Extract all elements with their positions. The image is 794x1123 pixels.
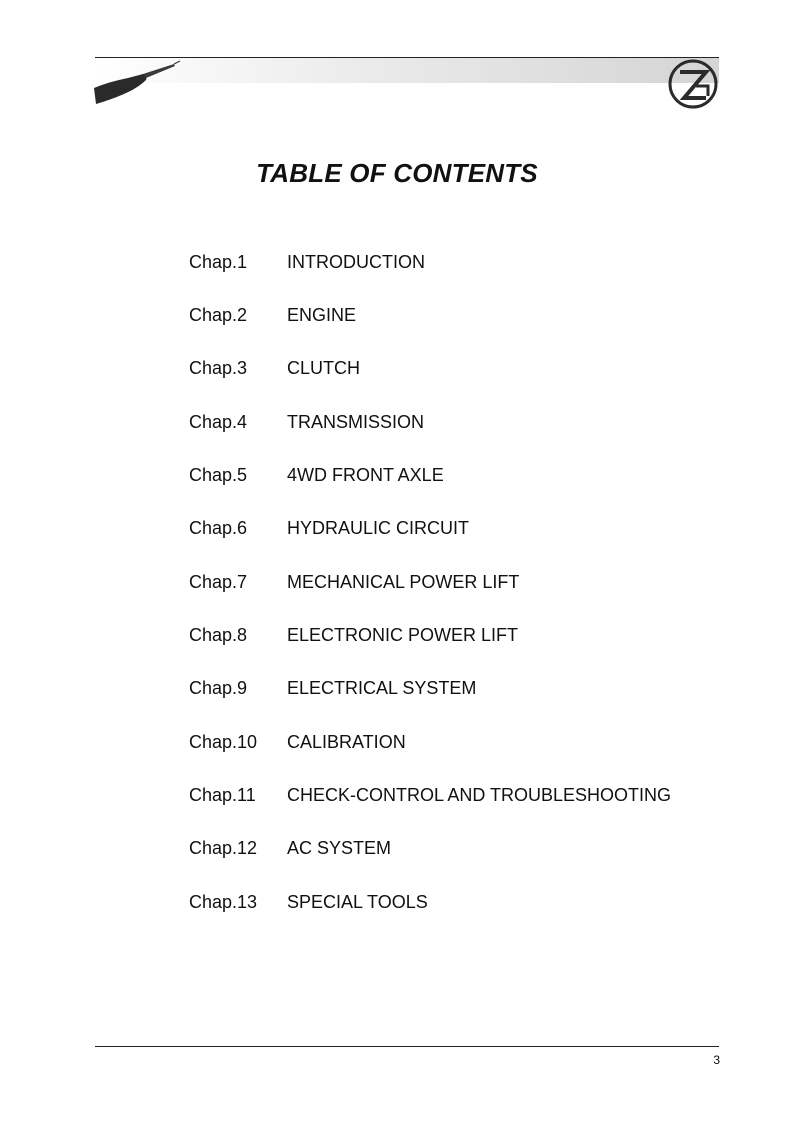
chapter-title: CLUTCH: [287, 358, 361, 378]
chapter-number: Chap.5: [189, 465, 248, 485]
chapter-title: TRANSMISSION: [287, 412, 425, 432]
toc-entry: [189, 836, 749, 860]
toc-entry: [189, 676, 749, 700]
toc-entry: [189, 303, 749, 327]
chapter-title: AC SYSTEM: [287, 838, 392, 858]
chapter-number: Chap.3: [189, 358, 248, 378]
chapter-number: Chap.10: [189, 732, 258, 752]
circle-z-logo-icon: [666, 58, 720, 110]
chapter-number: Chap.9: [189, 678, 248, 698]
chapter-number: Chap.4: [189, 412, 248, 432]
pen-icon: [88, 58, 183, 108]
chapter-number: Chap.1: [189, 252, 248, 272]
page-header: [0, 0, 794, 120]
chapter-title: ELECTRONIC POWER LIFT: [287, 625, 519, 645]
toc-entry: [189, 623, 749, 647]
chapter-number: Chap.2: [189, 305, 248, 325]
toc-entry: [189, 730, 749, 754]
chapter-title: INTRODUCTION: [287, 252, 425, 272]
page-number: 3: [713, 1053, 720, 1067]
chapter-number: Chap.6: [189, 518, 248, 538]
chapter-title: CALIBRATION: [287, 732, 406, 752]
toc-entry: [189, 250, 749, 274]
toc-entry: [189, 463, 749, 487]
chapter-title: ELECTRICAL SYSTEM: [287, 678, 477, 698]
chapter-number: Chap.11: [189, 785, 256, 805]
footer-rule: [95, 1046, 719, 1047]
chapter-title: MECHANICAL POWER LIFT: [287, 572, 520, 592]
chapter-title: CHECK-CONTROL AND TROUBLESHOOTING: [287, 785, 672, 805]
page-title: TABLE OF CONTENTS: [256, 158, 538, 188]
chapter-number: Chap.8: [189, 625, 248, 645]
chapter-title: 4WD FRONT AXLE: [287, 465, 444, 485]
chapter-title: HYDRAULIC CIRCUIT: [287, 518, 470, 538]
toc-entry: [189, 890, 749, 914]
toc-entry: [189, 516, 749, 540]
toc-entry: [189, 783, 749, 807]
chapter-title: SPECIAL TOOLS: [287, 892, 428, 912]
toc-entry: [189, 356, 749, 380]
toc-entry: [189, 570, 749, 594]
chapter-number: Chap.7: [189, 572, 248, 592]
chapter-number: Chap.12: [189, 838, 258, 858]
toc-entry: [189, 410, 749, 434]
chapter-title: ENGINE: [287, 305, 357, 325]
header-band: [95, 57, 719, 83]
chapter-number: Chap.13: [189, 892, 258, 912]
